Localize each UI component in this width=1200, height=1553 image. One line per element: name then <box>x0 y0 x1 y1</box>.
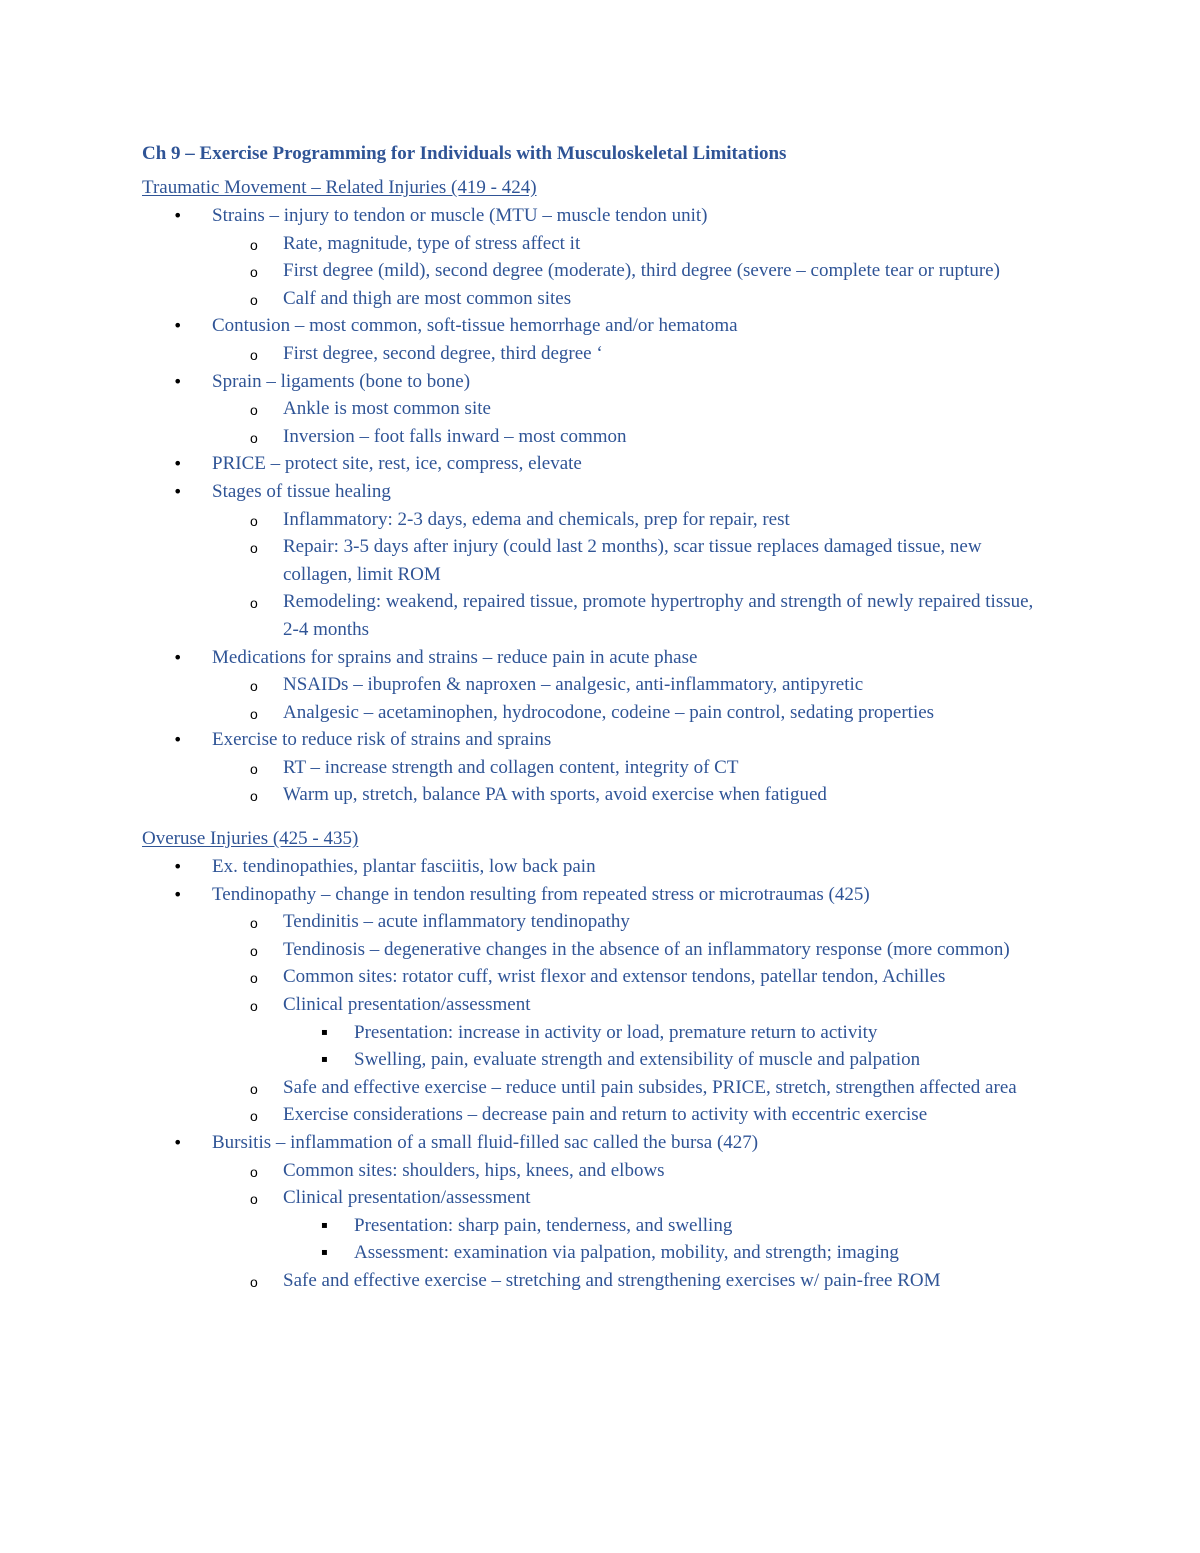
list-item <box>142 368 1047 451</box>
list-item-text: Strains – injury to tendon or muscle (MTU – muscle tendon unit) <box>212 205 708 226</box>
list-bullet-icon: o <box>250 1273 258 1290</box>
list-item <box>142 881 1047 1129</box>
level-2-list <box>142 671 1047 726</box>
list-bullet-icon: ▪ <box>321 1219 328 1231</box>
list-item-text: Bursitis – inflammation of a small fluid-filled sac called the bursa (427) <box>212 1132 759 1153</box>
list-item <box>212 395 1047 423</box>
list-bullet-icon: o <box>250 970 258 987</box>
list-item <box>142 312 1047 367</box>
list-item <box>212 1074 1047 1102</box>
list-bullet-icon: o <box>250 760 258 777</box>
list-item-text: Ankle is most common site <box>283 398 491 420</box>
list-bullet-icon: o <box>250 998 258 1015</box>
list-bullet-icon: • <box>173 371 183 391</box>
list-bullet-icon: o <box>250 291 258 308</box>
document-content <box>142 140 1047 1295</box>
level-2-list <box>142 230 1047 313</box>
list-bullet-icon: o <box>250 705 258 722</box>
list-bullet-icon: ▪ <box>321 1026 328 1038</box>
list-bullet-icon: o <box>250 402 258 419</box>
list-bullet-icon: • <box>173 206 183 225</box>
list-item <box>212 230 1047 258</box>
list-bullet-icon: o <box>250 1191 258 1208</box>
list-bullet-icon: o <box>250 1163 258 1180</box>
list-bullet-icon: • <box>173 1133 183 1152</box>
list-item-text: PRICE – protect site, rest, ice, compress, elevate <box>212 453 582 475</box>
list-item <box>212 991 1047 1074</box>
list-item-text: Exercise to reduce risk of strains and sprains <box>212 729 552 751</box>
list-item-text: Presentation: increase in activity or load, premature return to activity <box>354 1021 878 1043</box>
level-2-list <box>142 1157 1047 1295</box>
list-bullet-icon: • <box>173 857 183 877</box>
list-item <box>142 478 1047 644</box>
list-item <box>212 1184 1047 1267</box>
list-item-text: NSAIDs – ibuprofen & naproxen – analgesic, anti-inflammatory, antipyretic <box>283 674 864 696</box>
list-item-text: Analgesic – acetaminophen, hydrocodone, codeine – pain control, sedating properties <box>283 701 935 723</box>
list-item-text: RT – increase strength and collagen content, integrity of CT <box>283 756 739 778</box>
level-2-list <box>142 340 1047 368</box>
list-bullet-icon: o <box>250 1108 258 1125</box>
list-item-text: First degree, second degree, third degree ‘ <box>283 342 603 364</box>
list-item <box>212 506 1047 534</box>
list-item <box>142 1129 1047 1295</box>
list-bullet-icon: o <box>250 678 258 695</box>
list-item <box>212 671 1047 699</box>
level-1-list <box>142 202 1047 809</box>
list-item <box>212 963 1047 991</box>
list-item-text: Inversion – foot falls inward – most common <box>283 425 627 447</box>
list-item <box>142 853 1047 881</box>
list-item-text: Tendinopathy – change in tendon resulting from repeated stress or microtraumas (425) <box>212 883 870 905</box>
list-item-text: Presentation: sharp pain, tenderness, and swelling <box>354 1214 733 1236</box>
list-item <box>212 754 1047 782</box>
list-item-text: Tendinitis – acute inflammatory tendinopathy <box>283 911 630 933</box>
list-item-text: Sprain – ligaments (bone to bone) <box>212 370 471 392</box>
level-2-list <box>142 908 1047 1129</box>
list-item-text: Contusion – most common, soft-tissue hemorrhage and/or hematoma <box>212 315 738 337</box>
list-item-text: Clinical presentation/assessment <box>283 1187 531 1209</box>
list-bullet-icon: • <box>173 454 183 474</box>
list-bullet-icon: o <box>250 540 258 557</box>
list-item <box>212 340 1047 368</box>
document-title: Ch 9 – Exercise Programming for Individuals with Musculoskeletal Limitations <box>142 143 787 164</box>
list-item <box>283 1212 1047 1240</box>
list-item-text: Inflammatory: 2-3 days, edema and chemicals, prep for repair, rest <box>283 508 790 530</box>
list-bullet-icon: • <box>173 647 183 667</box>
list-item-text: Ex. tendinopathies, plantar fasciitis, low back pain <box>212 856 596 878</box>
list-item-text: First degree (mild), second degree (moderate), third degree (severe – complete tear or rupture) <box>283 260 1000 282</box>
sections-container <box>142 174 1047 1295</box>
list-bullet-icon: • <box>173 884 183 904</box>
section <box>142 825 1047 1295</box>
list-bullet-icon: • <box>173 730 183 750</box>
list-item <box>283 1019 1047 1047</box>
list-bullet-icon: ▪ <box>321 1054 328 1066</box>
list-bullet-icon: o <box>250 512 258 529</box>
list-bullet-icon: • <box>173 316 183 336</box>
section <box>142 174 1047 809</box>
list-item <box>212 1267 1047 1295</box>
list-bullet-icon: o <box>250 429 258 446</box>
list-item-text: Remodeling: weakend, repaired tissue, promote hypertrophy and strength of newly repaired tissue, 2-4 months <box>283 591 1034 640</box>
list-item <box>212 257 1047 285</box>
list-item <box>283 1239 1047 1267</box>
list-bullet-icon: o <box>250 264 258 281</box>
list-item-text: Calf and thigh are most common sites <box>283 287 572 309</box>
list-bullet-icon: o <box>250 1080 258 1097</box>
list-item-text: Stages of tissue healing <box>212 480 391 502</box>
level-3-list <box>212 1019 1047 1074</box>
list-item <box>142 450 1047 478</box>
list-item-text: Clinical presentation/assessment <box>283 994 531 1016</box>
section-heading: Traumatic Movement – Related Injuries (419 - 424) <box>142 177 537 198</box>
list-item <box>212 781 1047 809</box>
list-item <box>212 936 1047 964</box>
list-item <box>283 1046 1047 1074</box>
list-item-text: Safe and effective exercise – stretching and strengthening exercises w/ pain-free ROM <box>283 1269 941 1291</box>
list-item-text: Warm up, stretch, balance PA with sports, avoid exercise when fatigued <box>283 784 827 806</box>
list-bullet-icon: o <box>250 595 258 612</box>
list-item-text: Tendinosis – degenerative changes in the absence of an inflammatory response (more common) <box>283 938 1010 960</box>
level-1-list <box>142 853 1047 1295</box>
list-bullet-icon: o <box>250 915 258 932</box>
list-item <box>212 908 1047 936</box>
list-item-text: Safe and effective exercise – reduce until pain subsides, PRICE, stretch, strengthen affected area <box>283 1076 1017 1098</box>
list-item-text: Common sites: shoulders, hips, knees, and elbows <box>283 1159 665 1181</box>
list-bullet-icon: o <box>250 236 258 253</box>
list-item <box>142 726 1047 809</box>
list-bullet-icon: o <box>250 346 258 363</box>
section-heading: Overuse Injuries (425 - 435) <box>142 828 359 850</box>
list-item-text: Assessment: examination via palpation, mobility, and strength; imaging <box>354 1242 899 1264</box>
list-item-text: Swelling, pain, evaluate strength and extensibility of muscle and palpation <box>354 1049 921 1071</box>
level-2-list <box>142 395 1047 450</box>
list-bullet-icon: • <box>173 481 183 501</box>
list-item <box>212 1101 1047 1129</box>
level-2-list <box>142 754 1047 809</box>
list-item <box>212 285 1047 313</box>
list-item-text: Medications for sprains and strains – reduce pain in acute phase <box>212 646 698 668</box>
list-item <box>212 533 1047 588</box>
list-item <box>142 202 1047 312</box>
list-item <box>212 588 1047 643</box>
level-3-list <box>212 1212 1047 1267</box>
list-bullet-icon: o <box>250 788 258 805</box>
list-item <box>212 699 1047 727</box>
list-bullet-icon: ▪ <box>321 1247 328 1259</box>
list-item-text: Repair: 3-5 days after injury (could last 2 months), scar tissue replaces damaged tissue, new collagen, limit ROM <box>283 536 982 585</box>
list-item <box>212 423 1047 451</box>
list-item <box>212 1157 1047 1185</box>
list-item-text: Common sites: rotator cuff, wrist flexor and extensor tendons, patellar tendon, Achilles <box>283 966 946 988</box>
list-item-text: Rate, magnitude, type of stress affect it <box>283 232 581 254</box>
list-item-text: Exercise considerations – decrease pain and return to activity with eccentric exercise <box>283 1104 928 1126</box>
list-item <box>142 644 1047 727</box>
level-2-list <box>142 506 1047 644</box>
list-bullet-icon: o <box>250 942 258 959</box>
